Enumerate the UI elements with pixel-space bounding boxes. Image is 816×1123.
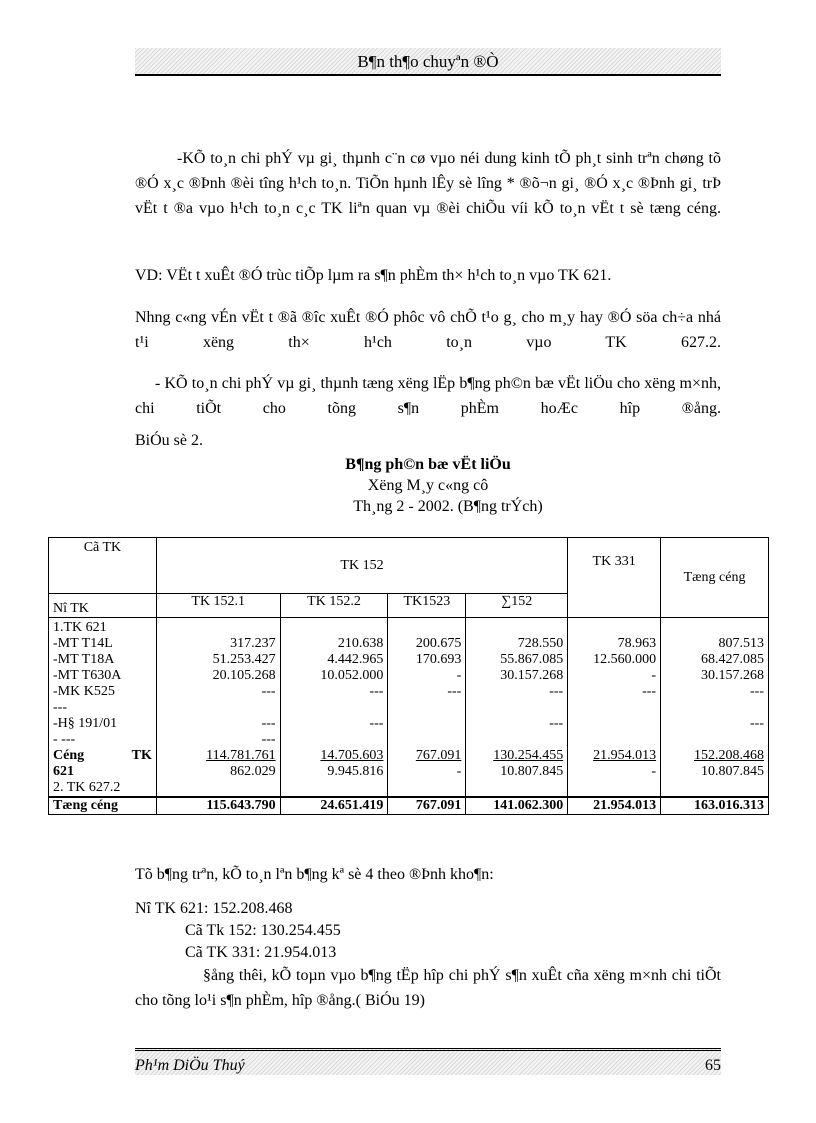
row-label: -MT T18A — [53, 652, 115, 667]
cell — [285, 732, 384, 748]
total-1522: 24.651.419 — [280, 797, 388, 815]
subtotal-label-b: TK — [131, 748, 152, 763]
row-label: -MT T630A — [53, 668, 122, 683]
cell: --- — [549, 716, 564, 731]
closing-paragraph: §ång thêi, kÕ toµn vµo b¶ng tËp hîp chi phÝ s¶n xuÊt cña xëng m×nh chi tiÕt cho tõng lo¹i s¶n phÈm, hîp ®ång.( BiÓu 19) — [135, 967, 721, 1009]
row-label: -H§ 191/01 — [53, 716, 118, 731]
cell: --- — [369, 684, 384, 699]
cell: - — [651, 668, 657, 683]
cell: --- — [369, 716, 384, 731]
cell: --- — [261, 684, 276, 699]
allocation-table — [48, 537, 769, 815]
total-tong: 163.016.313 — [661, 797, 769, 815]
cell — [572, 700, 656, 716]
cell — [392, 732, 461, 748]
row-label: - --- — [53, 732, 76, 747]
cell: --- — [261, 716, 276, 731]
paragraph-4: - KÕ to¸n chi phÝ vµ gi¸ thµnh tæng xëng lËp b¶ng ph©n bæ vËt liÖu cho xëng m×nh, chi tiÕt cho tõng s¶n phÈm hoÆc hîp ®ång. — [135, 375, 721, 417]
cell: --- — [447, 684, 462, 699]
cell: 10.052.000 — [320, 668, 384, 683]
cell: 4.442.965 — [327, 652, 384, 667]
total-1521: 115.643.790 — [156, 797, 280, 815]
cell — [285, 700, 384, 716]
cell: 862.029 — [230, 764, 276, 779]
subtotal-cell: 21.954.013 — [593, 748, 657, 763]
cell: - — [456, 668, 462, 683]
cell — [572, 732, 656, 748]
cell — [470, 732, 563, 748]
cell: 210.638 — [337, 636, 384, 651]
header-tk331: TK 331 — [568, 538, 661, 618]
cell: - — [456, 764, 462, 779]
header-no-tk: Nî TK — [49, 594, 157, 618]
grand-total-row — [49, 797, 769, 815]
cell — [392, 700, 461, 716]
header-tk1522: TK 152.2 — [280, 594, 388, 618]
cell: 10.807.845 — [500, 764, 564, 779]
cell — [470, 700, 563, 716]
cell — [572, 620, 656, 636]
cell: 200.675 — [415, 636, 462, 651]
cell — [161, 620, 276, 636]
cell: 317.237 — [230, 636, 276, 651]
paragraph-2: VD: VËt t xuÊt ®Ó trùc tiÕp lµm ra s¶n phÈm th× h¹ch to¸n vµo TK 621. — [135, 267, 612, 284]
row-label: -MK K525 — [53, 684, 115, 699]
cell — [392, 716, 461, 732]
cell: 78.963 — [617, 636, 657, 651]
header-title: B¶n th¶o chuyªn ®Ò — [357, 52, 499, 71]
cell: 20.105.268 — [212, 668, 276, 683]
cell: --- — [750, 716, 764, 731]
paragraph-5: BiÓu sè 2. — [135, 432, 203, 449]
cell: 51.253.427 — [212, 652, 276, 667]
cell — [470, 620, 563, 636]
subtotal-label-c: 621 — [53, 764, 74, 779]
paragraph-3: Nhng c«ng vÉn vËt t ®ã ®îc xuÊt ®Ó phôc vô chÕ t¹o g¸ cho m¸y hay ®Ó söa ch÷a nhá t¹i xëng th× h¹ch to¸n vµo TK 627.2. — [135, 309, 721, 351]
cell — [572, 716, 656, 732]
header-sum152: ∑152 — [466, 594, 568, 618]
subtotal-cell: 14.705.603 — [320, 748, 384, 763]
cell — [665, 700, 764, 716]
entry-debit: Nî TK 621: 152.208.468 — [135, 900, 293, 917]
cell: 55.867.085 — [500, 652, 564, 667]
subtotal-label — [53, 748, 152, 764]
header-tk1523: TK1523 — [388, 594, 466, 618]
after-table-text: Tõ b¶ng trªn, kÕ to¸n lªn b¶ng kª sè 4 theo ®Þnh kho¶n: — [135, 866, 494, 883]
entry-credit-331: Cã TK 331: 21.954.013 — [185, 944, 337, 961]
row-label: 2. TK 627.2 — [53, 780, 121, 795]
entry-credit-152: Cã Tk 152: 130.254.455 — [185, 922, 341, 939]
cell: 728.550 — [517, 636, 564, 651]
total-1523: 767.091 — [388, 797, 466, 815]
table-title: B¶ng ph©n bæ vËt liÖu — [345, 456, 511, 473]
cell: --- — [750, 684, 764, 699]
cell: --- — [261, 732, 276, 747]
cell — [161, 700, 276, 716]
cell: 12.560.000 — [593, 652, 657, 667]
paragraph-1: -KÕ to¸n chi phÝ vµ gi¸ thµnh c¨n cø vµo néi dung kinh tÕ ph¸t sinh trªn chøng tõ ®Ó x¸c ®Þnh ®èi tîng h¹ch to¸n. TiÕn hµnh lÊy sè lîng * ®õ¬n gi¸ ®Ó x¸c ®Þnh gi¸ trÞ vËt t ®a vµo h¹ch to¸n c¸c TK liªn quan vµ ®èi chiÕu víi kÕ to¸n vËt t sè tæng céng. — [135, 150, 721, 217]
header-co-tk: Cã TK — [49, 538, 157, 594]
table-subtitle: Xëng M¸y c«ng cô — [367, 477, 489, 494]
cell: 170.693 — [415, 652, 462, 667]
header-tk152: TK 152 — [156, 538, 567, 594]
cell: --- — [549, 684, 564, 699]
cell: 807.513 — [718, 636, 764, 651]
header-tk1521: TK 152.1 — [156, 594, 280, 618]
cell: 10.807.845 — [701, 764, 764, 779]
cell — [665, 732, 764, 748]
row-label: -MT T14L — [53, 636, 113, 651]
table-period: Th¸ng 2 - 2002. (B¶ng trÝch) — [353, 498, 543, 515]
cell — [392, 620, 461, 636]
cell — [285, 620, 384, 636]
table-body-row — [49, 618, 769, 798]
cell — [665, 620, 764, 636]
cell: 9.945.816 — [327, 764, 384, 779]
total-label: Tæng céng — [49, 797, 157, 815]
subtotal-cell: 152.208.468 — [694, 748, 764, 763]
row-label: --- — [53, 700, 67, 715]
row-label: 1.TK 621 — [53, 620, 107, 635]
cell: - — [651, 764, 657, 779]
page-footer — [135, 1048, 721, 1075]
total-331: 21.954.013 — [568, 797, 661, 815]
header-tong: Tæng céng — [661, 538, 769, 618]
subtotal-cell: 130.254.455 — [493, 748, 564, 763]
cell: 30.157.268 — [500, 668, 564, 683]
table-header-row — [49, 538, 769, 594]
cell: --- — [642, 684, 657, 699]
subtotal-cell: 767.091 — [415, 748, 462, 763]
author-name: Ph¹m DiÖu Thuý — [135, 1057, 245, 1074]
subtotal-cell: 114.781.761 — [206, 748, 276, 763]
subtotal-label-a: Céng — [53, 748, 85, 763]
page-header — [135, 48, 721, 76]
page-number: 65 — [705, 1057, 721, 1074]
total-sum152: 141.062.300 — [466, 797, 568, 815]
cell: 68.427.085 — [701, 652, 764, 667]
cell: 30.157.268 — [701, 668, 764, 683]
